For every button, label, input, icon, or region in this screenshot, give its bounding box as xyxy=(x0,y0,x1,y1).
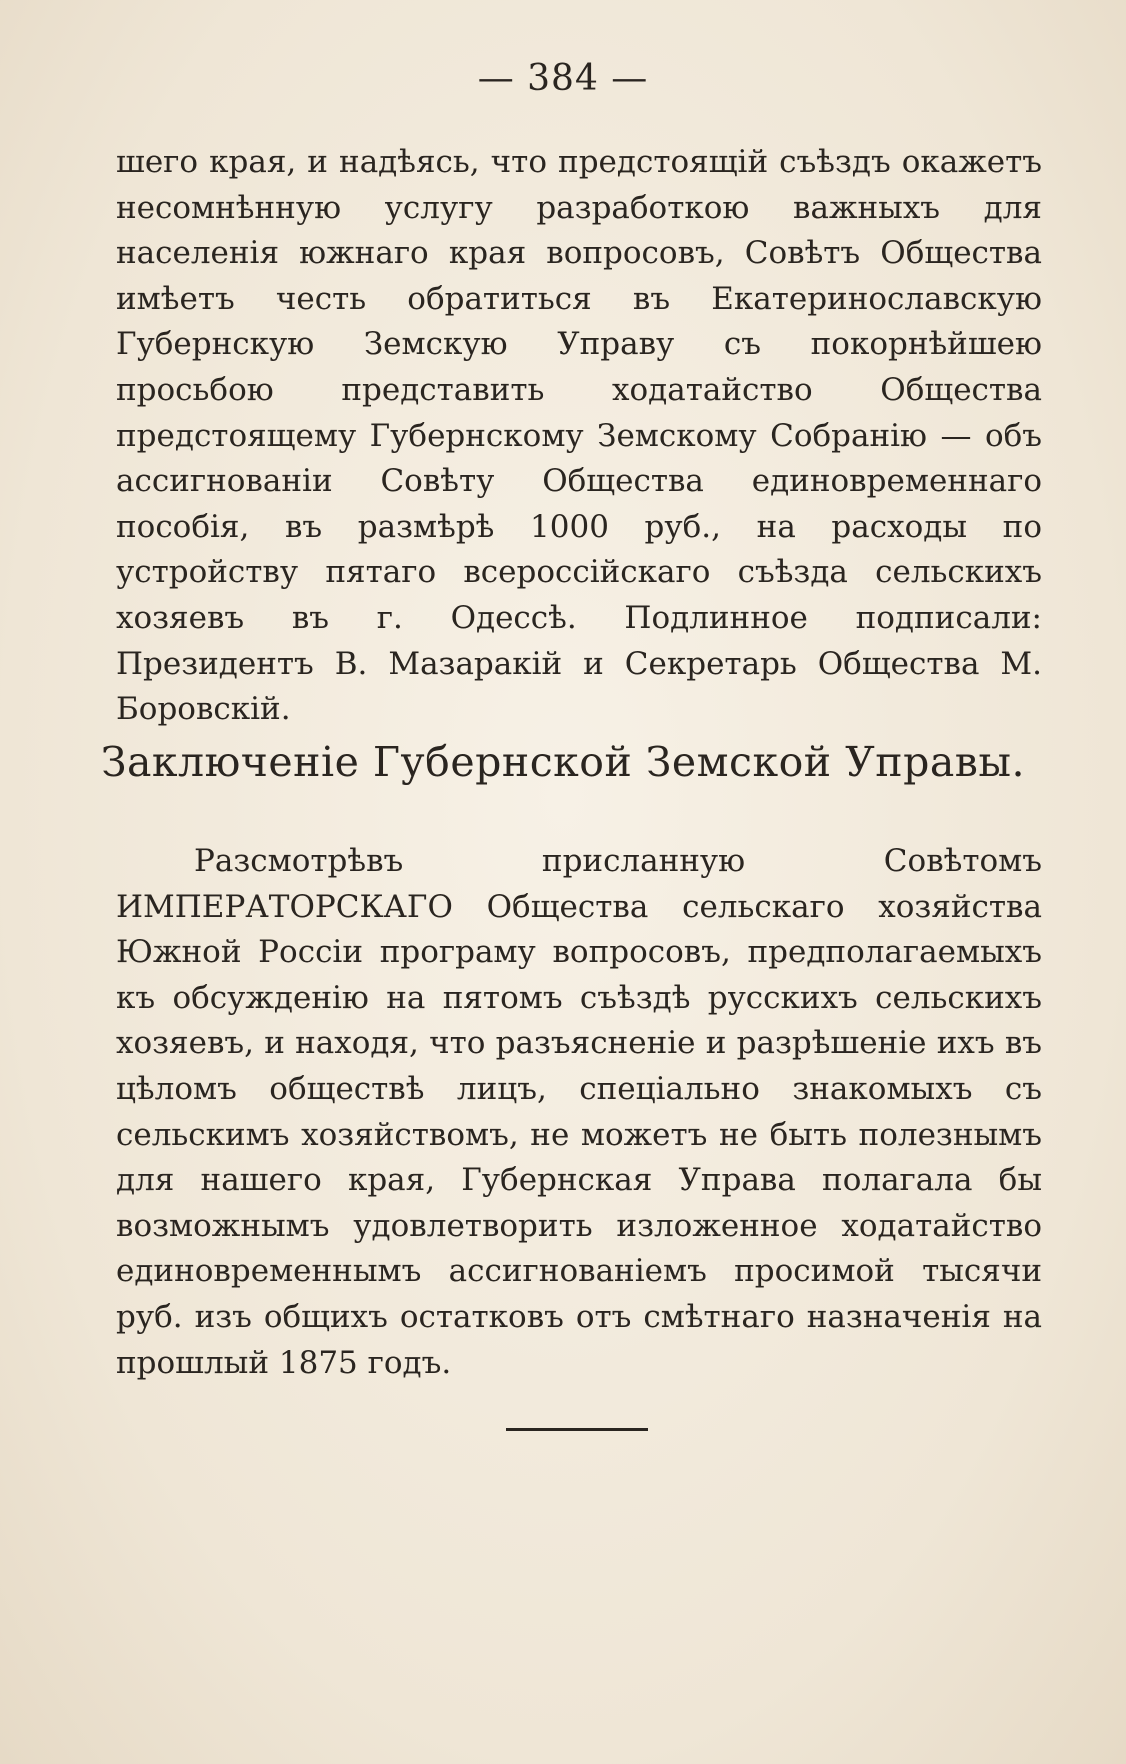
page-number: — 384 — xyxy=(477,58,649,99)
paragraph-conclusion: Разсмотрѣвъ присланную Совѣтомъ ИМПЕРАТОРСКАГО Общества сельскаго хозяйства Южной Россіи програму вопросовъ, предполагаемыхъ къ обсужденію на пятомъ съѣздѣ русскихъ сельскихъ хозяевъ, и находя, что разъясненіе и разрѣшеніе ихъ въ цѣломъ обществѣ лицъ, спеціально знакомыхъ съ сельскимъ хозяйствомъ, не можетъ не быть полезнымъ для нашего края, Губернская Управа полагала бы возможнымъ удовлетворить изложенное ходатайство единовременнымъ ассигнованіемъ просимой тысячи руб. изъ общихъ остатковъ отъ смѣтнаго назначенія на прошлый 1875 годъ. xyxy=(116,843,1042,1381)
paragraph-petition: шего края, и надѣясь, что предстоящій съѣздъ окажетъ несомнѣнную услугу разработкою важныхъ для населенія южнаго края вопросовъ, Совѣтъ Общества имѣетъ честь обратиться въ Екатеринославскую Губернскую Земскую Управу съ покорнѣйшею просьбою представить ходатайство Общества предстоящему Губернскому Земскому Собранію — объ ассигнованіи Совѣту Общества единовременнаго пособія, въ размѣрѣ 1000 руб., на расходы по устройству пятаго всероссійскаго съѣзда сельскихъ хозяевъ въ г. Одессѣ. Подлинное подписали: Президентъ В. Мазаракій и Секретарь Общества М. Боровскій. xyxy=(116,144,1042,728)
closing-rule xyxy=(506,1428,648,1431)
section-heading: Заключеніе Губернской Земской Управы. xyxy=(100,738,1026,786)
